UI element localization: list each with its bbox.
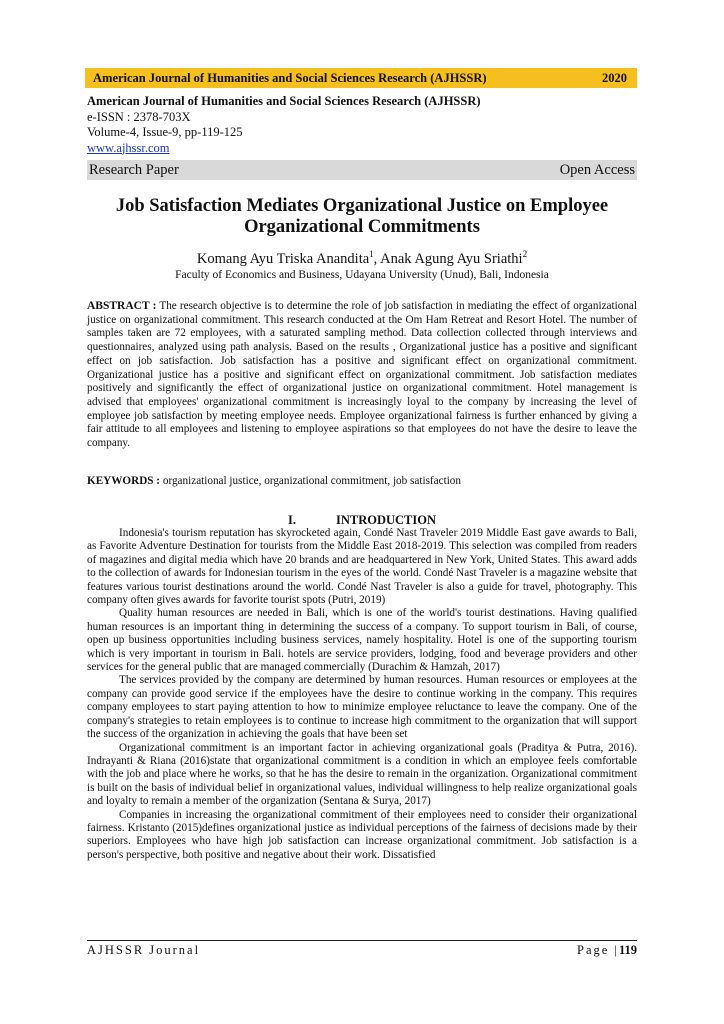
- author-1-affil: 1: [369, 249, 374, 259]
- journal-url-link[interactable]: www.ajhssr.com: [87, 140, 170, 155]
- paragraph: Quality human resources are needed in Bali, which is one of the world's tourist destinations. Having qualified human resources is an important thing in determining the success of a company. To support tourism in Bali, of course, open up business opportunities including business services, namely hospitality. Hotel is one of the supporting tourism which is very important in tourism in Bali. hotels are service providers, lodging, food and beverage providers and other services for the general public that are managed commercially (Durachim & Hamzah, 2017): [87, 607, 637, 674]
- section-title: INTRODUCTION: [335, 513, 436, 527]
- journal-meta: [87, 94, 481, 156]
- authors: [87, 249, 637, 268]
- meta-journal-title: American Journal of Humanities and Social Sciences Research (AJHSSR): [87, 94, 481, 108]
- abstract: [87, 300, 637, 451]
- paragraph: Organizational commitment is an important factor in achieving organizational goals (Praditya & Putra, 2016). Indrayanti & Riana (2016)state that organizational commitment is a condition in which an employee feels comfortable with the job and place where he works, so that he has the desire to remain in the organization. Organizational commitment is built on the basis of individual belief in organizational values, individual willingness to help realize organizational goals and loyalty to remain a member of the organization (Sentana & Surya, 2017): [87, 741, 637, 808]
- abstract-label: ABSTRACT :: [87, 300, 157, 312]
- paragraph: Indonesia's tourism reputation has skyrocketed again, Condé Nast Traveler 2019 Middle East gave awards to Bali, as Favorite Adventure Destination for tourists from the Middle East 2018-2019. This selection was compiled from readers of magazines and digital media which have 20 brands and are headquartered in New York, United States. This award adds to the collection of awards for Indonesian tourism in the eyes of the world. Condé Nast Traveler is a magazine website that features various tourist destinations around the world. Condé Nast Traveler is also a guide for travel, photography. This company often gives awards for favorite tourist spots (Putri, 2019): [87, 527, 637, 607]
- author-separator: ,: [373, 250, 381, 267]
- footer-page: [577, 943, 637, 958]
- access-label: Open Access: [559, 161, 635, 178]
- meta-volume: Volume-4, Issue-9, pp-119-125: [87, 125, 243, 139]
- paper-type-label: Research Paper: [89, 161, 179, 178]
- banner-journal-name: American Journal of Humanities and Social Sciences Research (AJHSSR): [93, 70, 487, 85]
- author-2-affil: 2: [522, 249, 528, 259]
- keywords-text: organizational justice, organizational commitment, job satisfaction: [160, 475, 461, 487]
- footer-page-label: Page |: [577, 943, 619, 957]
- banner-year: 2020: [602, 70, 627, 85]
- paragraph: Companies in increasing the organizational commitment of their employees need to consider their organizational fairness. Kristanto (2015)defines organizational justice as individual perceptions of the fairness of decisions made by their superiors. Employees who have high job satisfaction can increase organizational commitment. Job satisfaction is a person's perspective, both positive and negative about their work. Dissatisfied: [87, 808, 637, 861]
- footer-journal: AJHSSR Journal: [87, 943, 201, 957]
- abstract-text: The research objective is to determine the role of job satisfaction in mediating the effect of organizational justice on organizational commitment. This research conducted at the Om Ham Retreat and Resort Hotel. The number of samples taken are 72 employees, with a saturated sampling method. Data collection collected through interviews and questionnaires, analyzed using path analysis. Based on the results , Organizational justice has a positive and significant effect on job satisfaction. Job satisfaction has a positive and significant effect on organizational commitment. Organizational justice has a positive and significant effect on organizational commitment. Job satisfaction mediates positively and significantly the effect of organizational justice on organizational commitment. Hotel management is advised that employees' organizational commitment is increasingly loyal to the company by increasing the level of employee job satisfaction by meeting employee needs. Employee organizational fairness is further enhanced by giving a fair attitude to all employees and listening to employee aspirations so that employees do not have the desire to leave the company.: [87, 300, 637, 450]
- page-footer: [87, 943, 637, 958]
- author-1: Komang Ayu Triska Anandita: [196, 250, 370, 267]
- meta-issn: e-ISSN : 2378-703X: [87, 109, 191, 124]
- author-2: Anak Agung Ayu Sriathi: [380, 250, 523, 267]
- section-heading: [87, 513, 637, 528]
- keywords: [87, 475, 637, 487]
- footer-page-number: 119: [618, 943, 637, 957]
- body-text: [87, 527, 637, 862]
- section-number: I.: [287, 513, 296, 527]
- affiliation: Faculty of Economics and Business, Udayana University (Unud), Bali, Indonesia: [175, 269, 549, 281]
- paper-title-line-1: Job Satisfaction Mediates Organizational Justice on Employee: [115, 196, 609, 216]
- paper-type-band: [87, 160, 637, 180]
- paragraph: The services provided by the company are determined by human resources. Human resources or employees at the company can provide good service if the employees have the desire to continue working in the company. This requires company employees to start paying attention to how to minimize employee reluctance to leave the company. One of the company's strategies to retain employees is to continue to increase high commitment to the organization that will support the success of the organization in achieving the goals that have been set: [87, 674, 637, 741]
- paper-title-line-2: Organizational Commitments: [244, 217, 480, 237]
- journal-banner: [85, 68, 637, 88]
- keywords-label: KEYWORDS :: [87, 475, 161, 487]
- footer-divider: [87, 940, 637, 941]
- paper-title: [87, 196, 637, 238]
